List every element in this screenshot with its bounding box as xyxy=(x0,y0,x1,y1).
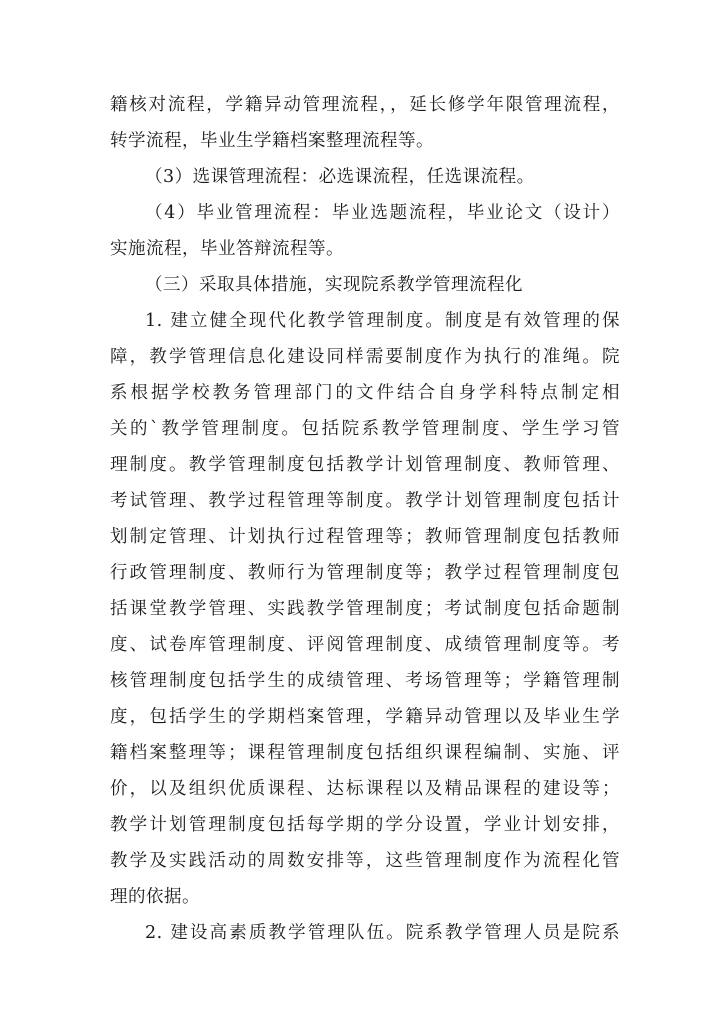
text-line-4: （4）毕业管理流程：毕业选题流程，毕业论文（设计） xyxy=(145,203,620,223)
text-line-2: 转学流程，毕业生学籍档案整理流程等。 xyxy=(110,131,434,151)
text-line-24: 2. 建设高素质教学管理队伍。院系教学管理人员是院系 xyxy=(145,923,620,943)
text-line-17: 核管理制度包括学生的成绩管理、考场管理等；学籍管理制 xyxy=(110,671,620,691)
text-line-23: 理的依据。 xyxy=(110,887,200,907)
text-line-14: 行政管理制度、教师行为管理制度等；教学过程管理制度包 xyxy=(110,563,620,583)
text-line-1: 籍核对流程，学籍异动管理流程，，延长修学年限管理流程， xyxy=(110,95,620,115)
text-line-22: 教学及实践活动的周数安排等，这些管理制度作为流程化管 xyxy=(110,851,620,871)
text-line-19: 籍档案整理等；课程管理制度包括组织课程编制、实施、评 xyxy=(110,743,620,763)
text-line-13: 划制定管理、计划执行过程管理等；教师管理制度包括教师 xyxy=(110,527,620,547)
text-line-11: 理制度。教学管理制度包括教学计划管理制度、教师管理、 xyxy=(110,455,620,475)
text-line-3: （3）选课管理流程：必选课流程，任选课流程。 xyxy=(145,167,535,187)
text-line-21: 教学计划管理制度包括每学期的学分设置，学业计划安排， xyxy=(110,815,620,835)
text-line-12: 考试管理、教学过程管理等制度。教学计划管理制度包括计 xyxy=(110,491,620,511)
text-line-18: 度，包括学生的学期档案管理，学籍异动管理以及毕业生学 xyxy=(110,707,620,727)
text-line-20: 价，以及组织优质课程、达标课程以及精品课程的建设等； xyxy=(110,779,620,799)
text-line-16: 度、试卷库管理制度、评阅管理制度、成绩管理制度等。考 xyxy=(110,635,620,655)
text-line-9: 系根据学校教务管理部门的文件结合自身学科特点制定相 xyxy=(110,383,620,403)
text-line-15: 括课堂教学管理、实践教学管理制度；考试制度包括命题制 xyxy=(110,599,620,619)
section-heading: （三）采取具体措施，实现院系教学管理流程化 xyxy=(145,275,523,295)
text-line-7: 1. 建立健全现代化教学管理制度。制度是有效管理的保 xyxy=(145,311,620,331)
text-line-8: 障，教学管理信息化建设同样需要制度作为执行的准绳。院 xyxy=(110,347,620,367)
text-line-5: 实施流程，毕业答辩流程等。 xyxy=(110,239,344,259)
text-line-10: 关的`教学管理制度。包括院系教学管理制度、学生学习管 xyxy=(110,419,620,439)
